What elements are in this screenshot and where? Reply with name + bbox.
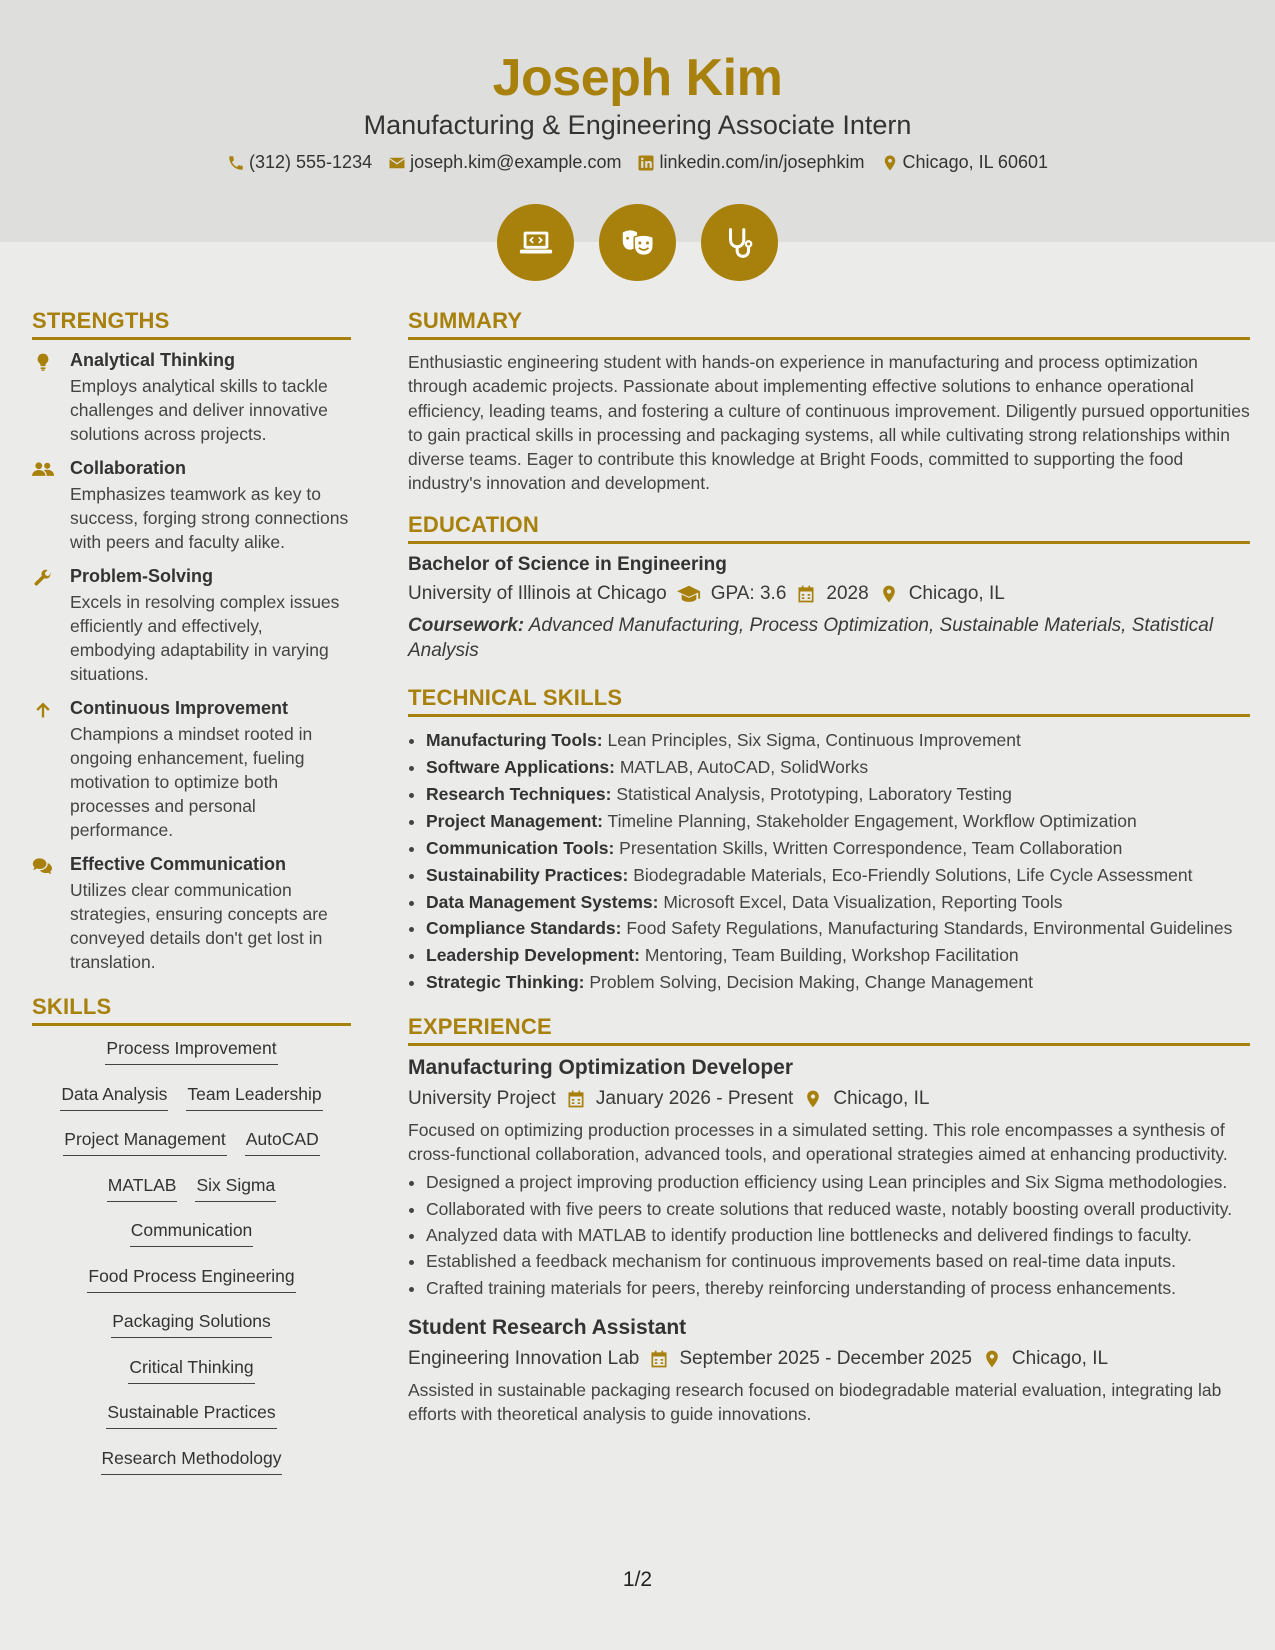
strength-item [32, 566, 351, 686]
map-marker-icon [879, 584, 899, 604]
list-item: • Sustainability Practices: Biodegradable Materials, Eco-Friendly Solutions, Life Cycle Assessment [426, 862, 1250, 889]
strength-item [32, 350, 351, 446]
phone-text: (312) 555-1234 [249, 152, 373, 172]
school-name: University of Illinois at Chicago [408, 582, 667, 604]
map-marker-icon [881, 154, 899, 172]
users-icon [32, 460, 54, 480]
skill-tag: Six Sigma [195, 1173, 276, 1202]
skill-tag: Research Methodology [101, 1446, 283, 1475]
linkedin-text: linkedin.com/in/josephkim [659, 152, 865, 172]
list-item: • Software Applications: MATLAB, AutoCAD, SolidWorks [426, 754, 1250, 781]
job-description: Focused on optimizing production processes in a simulated setting. This role encompasses a synthesis of cross-functional collaboration, advanced tools, and operational strategies aimed at enhancing productivity. [408, 1119, 1228, 1165]
list-item: • Data Management Systems: Microsoft Excel, Data Visualization, Reporting Tools [426, 889, 1250, 916]
graduation-year: 2028 [826, 582, 869, 604]
calendar-icon [649, 1349, 669, 1369]
education-heading: EDUCATION [408, 512, 1250, 544]
contact-bar [0, 152, 1275, 173]
job-org: University Project [408, 1087, 556, 1109]
comments-icon [32, 856, 54, 876]
left-column [32, 308, 351, 1491]
candidate-name: Joseph Kim [492, 49, 783, 107]
strength-item [32, 854, 351, 974]
list-item: • Leadership Development: Mentoring, Team Building, Workshop Facilitation [426, 942, 1250, 969]
contact-linkedin[interactable] [637, 152, 864, 173]
skill-tag: MATLAB [107, 1173, 178, 1202]
job-bullets [408, 1170, 1250, 1299]
skill-tag: Process Improvement [105, 1036, 277, 1065]
map-marker-icon [803, 1089, 823, 1109]
job-location: Chicago, IL [833, 1087, 930, 1109]
school-location: Chicago, IL [908, 582, 1005, 604]
envelope-icon [388, 154, 406, 172]
skill-tag: Critical Thinking [128, 1355, 254, 1384]
lightbulb-icon [32, 352, 54, 372]
strength-desc: Employs analytical skills to tackle challenges and deliver innovative solutions across projects. [70, 376, 328, 444]
summary-text: Enthusiastic engineering student with hands-on experience in manufacturing and process optimization through academic projects. Passionate about implementing effective solutions to enhance operational efficiency, leading teams, and fostering a culture of continuous improvement. Diligently pursued opportunities to gain practical skills in processing and packaging systems, all while cultivating strong relationships within diverse teams. Eager to contribute this knowledge at Bright Foods, committed to supporting the food industry's innovation and development. [408, 352, 1250, 494]
map-marker-icon [982, 1349, 1002, 1369]
strength-item [32, 698, 351, 842]
education-meta [408, 583, 1250, 605]
list-item: • Project Management: Timeline Planning, Stakeholder Engagement, Workflow Optimization [426, 808, 1250, 835]
linkedin-icon [637, 154, 655, 172]
technical-skills-heading: TECHNICAL SKILLS [408, 685, 1250, 717]
list-item: • Collaborated with five peers to create solutions that reduced waste, notably boosting overall productivity. [426, 1197, 1250, 1221]
location-text: Chicago, IL 60601 [902, 152, 1048, 172]
skill-tag: Project Management [63, 1127, 226, 1156]
skill-tag: Team Leadership [186, 1082, 322, 1111]
right-column [408, 308, 1250, 1430]
calendar-icon [566, 1089, 586, 1109]
strength-title: Analytical Thinking [70, 350, 236, 370]
technical-skills-list [408, 727, 1250, 996]
strength-item [32, 458, 351, 554]
graduation-cap-icon [677, 584, 701, 604]
phone-icon [227, 154, 245, 172]
coursework-label: Coursework: [408, 614, 525, 636]
strengths-list [32, 350, 351, 974]
contact-email[interactable] [388, 152, 621, 173]
laptop-code-icon [517, 224, 555, 262]
job-meta [408, 1348, 1250, 1370]
job-entry [408, 1056, 1250, 1300]
theater-masks-icon [619, 224, 657, 262]
resume-header [0, 0, 1275, 242]
list-item: • Compliance Standards: Food Safety Regulations, Manufacturing Standards, Environmental Guidelines [426, 916, 1250, 940]
summary-heading: SUMMARY [408, 308, 1250, 340]
contact-location [881, 152, 1048, 173]
list-item: • Established a feedback mechanism for continuous improvements based on real-time data inputs. [426, 1249, 1250, 1273]
strength-title: Effective Communication [70, 854, 287, 874]
list-item: • Designed a project improving production efficiency using Lean principles and Six Sigma methodologies. [426, 1170, 1250, 1194]
badge-stethoscope [701, 204, 778, 281]
interest-badges [0, 204, 1275, 281]
job-title: Manufacturing Optimization Developer [408, 1055, 794, 1079]
strength-desc: Emphasizes teamwork as key to success, forging strong connections with peers and faculty alike. [70, 484, 349, 552]
email-text: joseph.kim@example.com [410, 152, 622, 172]
job-entry [408, 1316, 1250, 1427]
list-item: • Research Techniques: Statistical Analysis, Prototyping, Laboratory Testing [426, 781, 1250, 808]
skill-tag: Data Analysis [60, 1082, 168, 1111]
skills-tags [32, 1036, 351, 1491]
list-item: • Communication Tools: Presentation Skills, Written Correspondence, Team Collaboration [426, 835, 1250, 862]
calendar-icon [796, 584, 816, 604]
skill-tag: AutoCAD [245, 1127, 320, 1156]
arrow-up-icon [32, 700, 54, 720]
skills-heading: SKILLS [32, 994, 351, 1026]
strength-desc: Champions a mindset rooted in ongoing enhancement, fueling motivation to optimize both processes and personal performance. [70, 724, 313, 840]
skill-tag: Sustainable Practices [106, 1400, 276, 1429]
list-item: • Crafted training materials for peers, thereby reinforcing understanding of process enhancements. [426, 1276, 1250, 1300]
strength-title: Collaboration [70, 458, 186, 478]
skill-tag: Food Process Engineering [87, 1264, 295, 1293]
list-item: • Strategic Thinking: Problem Solving, Decision Making, Change Management [426, 969, 1250, 996]
contact-phone[interactable] [227, 152, 372, 173]
list-item: • Manufacturing Tools: Lean Principles, Six Sigma, Continuous Improvement [426, 727, 1250, 754]
skill-tag: Packaging Solutions [111, 1309, 272, 1338]
job-location: Chicago, IL [1011, 1347, 1109, 1369]
job-meta [408, 1088, 1250, 1110]
list-item: • Analyzed data with MATLAB to identify production line bottlenecks and delivered findings to faculty. [426, 1223, 1250, 1247]
job-dates: September 2025 - December 2025 [679, 1347, 972, 1369]
strengths-heading: STRENGTHS [32, 308, 351, 340]
strength-desc: Excels in resolving complex issues efficiently and effectively, embodying adaptability in varying situations. [70, 592, 340, 684]
job-dates: January 2026 - Present [595, 1087, 794, 1109]
wrench-icon [32, 568, 54, 588]
gpa-text: GPA: 3.6 [710, 582, 787, 604]
strength-title: Continuous Improvement [70, 698, 289, 718]
job-title: Student Research Assistant [408, 1315, 687, 1339]
coursework [408, 613, 1250, 663]
page-number: 1/2 [622, 1568, 653, 1591]
stethoscope-icon [721, 224, 759, 262]
job-description: Assisted in sustainable packaging research focused on biodegradable material evaluation, integrating lab efforts with theoretical analysis to guide innovations. [408, 1379, 1222, 1425]
candidate-role: Manufacturing & Engineering Associate Intern [363, 110, 912, 140]
strength-desc: Utilizes clear communication strategies, ensuring concepts are conveyed details don't get lost in translation. [70, 880, 328, 972]
experience-heading: EXPERIENCE [408, 1014, 1250, 1046]
badge-masks [599, 204, 676, 281]
skill-tag: Communication [130, 1218, 254, 1247]
badge-laptop [497, 204, 574, 281]
degree-title: Bachelor of Science in Engineering [408, 553, 727, 575]
strength-title: Problem-Solving [70, 566, 214, 586]
job-org: Engineering Innovation Lab [408, 1347, 640, 1369]
coursework-list: Advanced Manufacturing, Process Optimization, Sustainable Materials, Statistical Analysis [408, 614, 1214, 661]
